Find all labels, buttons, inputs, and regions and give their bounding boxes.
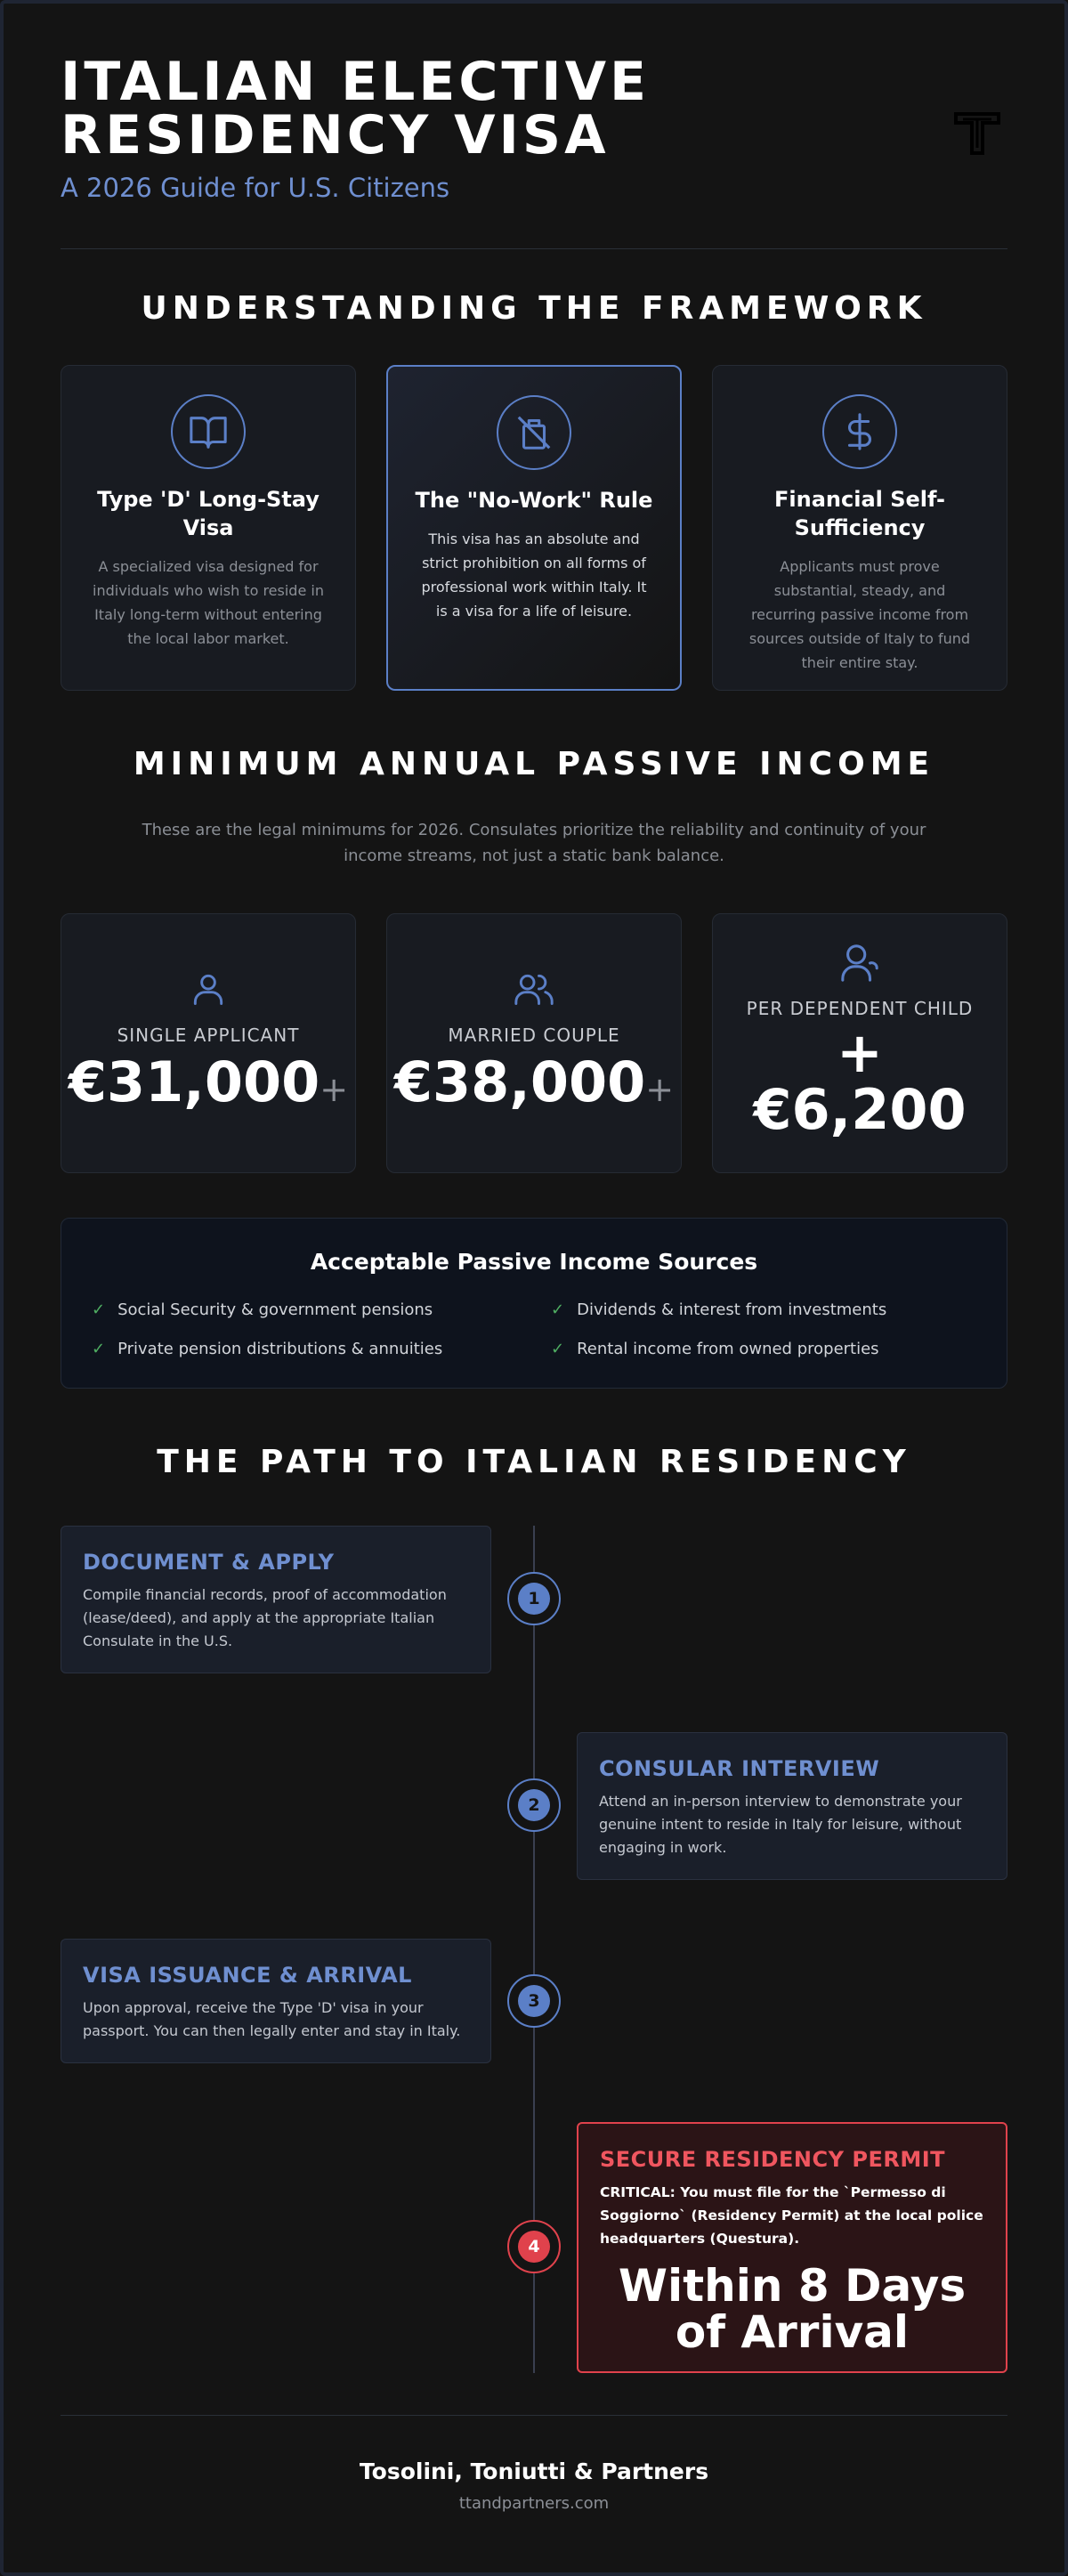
timeline-node-2 [507,1778,561,1832]
no-work-icon [497,395,571,470]
user-child-icon [839,943,880,984]
page-title [61,51,773,166]
income-card-single [61,913,356,1173]
step-number: 2 [518,1789,550,1821]
source-item-text: Private pension distributions & annuities [117,1340,443,1358]
source-item [92,1300,433,1319]
deadline-line-1: Within 8 Days [618,2260,967,2312]
footer-divider [61,2415,1007,2416]
framework-card-title: Type 'D' Long-Stay Visa [97,487,320,540]
path-title: THE PATH TO ITALIAN RESIDENCY [157,1444,911,1480]
step-text: Attend an in-person interview to demonstrate your genuine intent to reside in Italy for leisure, without engaging in work. [599,1793,962,1856]
step-number: 1 [518,1583,550,1615]
source-item-text: Social Security & government pensions [117,1300,433,1319]
framework-card-title: The "No-Work" Rule [415,488,653,513]
deadline-highlight [600,2260,984,2358]
income-description: These are the legal minimums for 2026. Consulates prioritize the reliability and continuity of your income streams, not just a static bank balance. [142,821,926,865]
income-card-label: MARRIED COUPLE [448,1025,620,1046]
title-line-2: RESIDENCY VISA [61,104,610,166]
step-text: Upon approval, receive the Type 'D' visa in your passport. You can then legally enter and stay in Italy. [83,1999,461,2039]
check-icon: ✓ [551,1300,565,1319]
source-item-text: Rental income from owned properties [577,1340,879,1358]
income-card-suffix: + [645,1070,675,1109]
income-sources-box [61,1218,1007,1389]
income-card-amount: €38,000 [393,1049,646,1114]
framework-card-text: Applicants must prove substantial, steady, and recurring passive income from sources outside of Italy to fund their entire stay. [748,558,971,671]
income-card-couple [386,913,682,1173]
source-item [92,1340,442,1358]
step-title: VISA ISSUANCE & ARRIVAL [83,1963,412,1988]
income-card-prefix: + [837,1020,883,1085]
dollar-sign-icon [822,394,897,469]
header-divider [61,248,1007,249]
footer-firm-name: Tosolini, Toniutti & Partners [359,2459,709,2484]
users-icon [513,969,555,1009]
timeline-step-4 [577,2122,1007,2373]
step-number: 3 [518,1985,550,2017]
step-number: 4 [518,2231,550,2263]
timeline-step-1 [61,1526,491,1673]
title-line-1: ITALIAN ELECTIVE [61,51,651,113]
check-icon: ✓ [92,1300,106,1319]
timeline-node-3 [507,1974,561,2028]
timeline-step-2 [577,1732,1007,1880]
step-title: CONSULAR INTERVIEW [599,1756,880,1781]
step-title: SECURE RESIDENCY PERMIT [600,2147,945,2172]
income-card-child [712,913,1007,1173]
timeline-node-4 [507,2220,561,2273]
income-title: MINIMUM ANNUAL PASSIVE INCOME [133,746,935,782]
income-card-label: SINGLE APPLICANT [117,1025,300,1046]
firm-logo-icon [952,109,1002,158]
income-card-amount: €31,000 [68,1049,320,1114]
step-text: Compile financial records, proof of accommodation (lease/deed), and apply at the appropriate Italian Consulate in the U.S. [83,1586,447,1649]
framework-card-text: A specialized visa designed for individuals who wish to reside in Italy long-term without entering the local labor market. [93,558,324,647]
income-card-label: PER DEPENDENT CHILD [746,998,974,1019]
framework-card-financial [712,365,1007,691]
user-icon [189,969,228,1009]
page-subtitle: A 2026 Guide for U.S. Citizens [61,173,450,203]
framework-card-visa-type [61,365,356,691]
income-sources-title: Acceptable Passive Income Sources [310,1249,758,1275]
timeline-step-3 [61,1939,491,2063]
book-open-icon [171,394,246,469]
deadline-line-2: of Arrival [675,2306,910,2358]
source-item [551,1300,886,1319]
framework-card-no-work [386,365,682,691]
step-title: DOCUMENT & APPLY [83,1550,335,1575]
check-icon: ✓ [92,1340,106,1358]
income-card-amount: €6,200 [753,1077,967,1142]
source-item-text: Dividends & interest from investments [577,1300,887,1319]
timeline-node-1 [507,1572,561,1625]
step-text: CRITICAL: You must file for the `Permesso di Soggiorno` (Residency Permit) at the local police headquarters (Questura). [600,2184,983,2247]
source-item [551,1340,879,1358]
framework-card-text: This visa has an absolute and strict prohibition on all forms of professional work within Italy. It is a visa for a life of leisure. [421,531,647,620]
footer-website-link[interactable]: ttandpartners.com [458,2494,610,2513]
check-icon: ✓ [551,1340,565,1358]
framework-title: UNDERSTANDING THE FRAMEWORK [141,290,927,327]
framework-card-title: Financial Self-Sufficiency [774,487,945,540]
income-card-suffix: + [320,1070,349,1109]
